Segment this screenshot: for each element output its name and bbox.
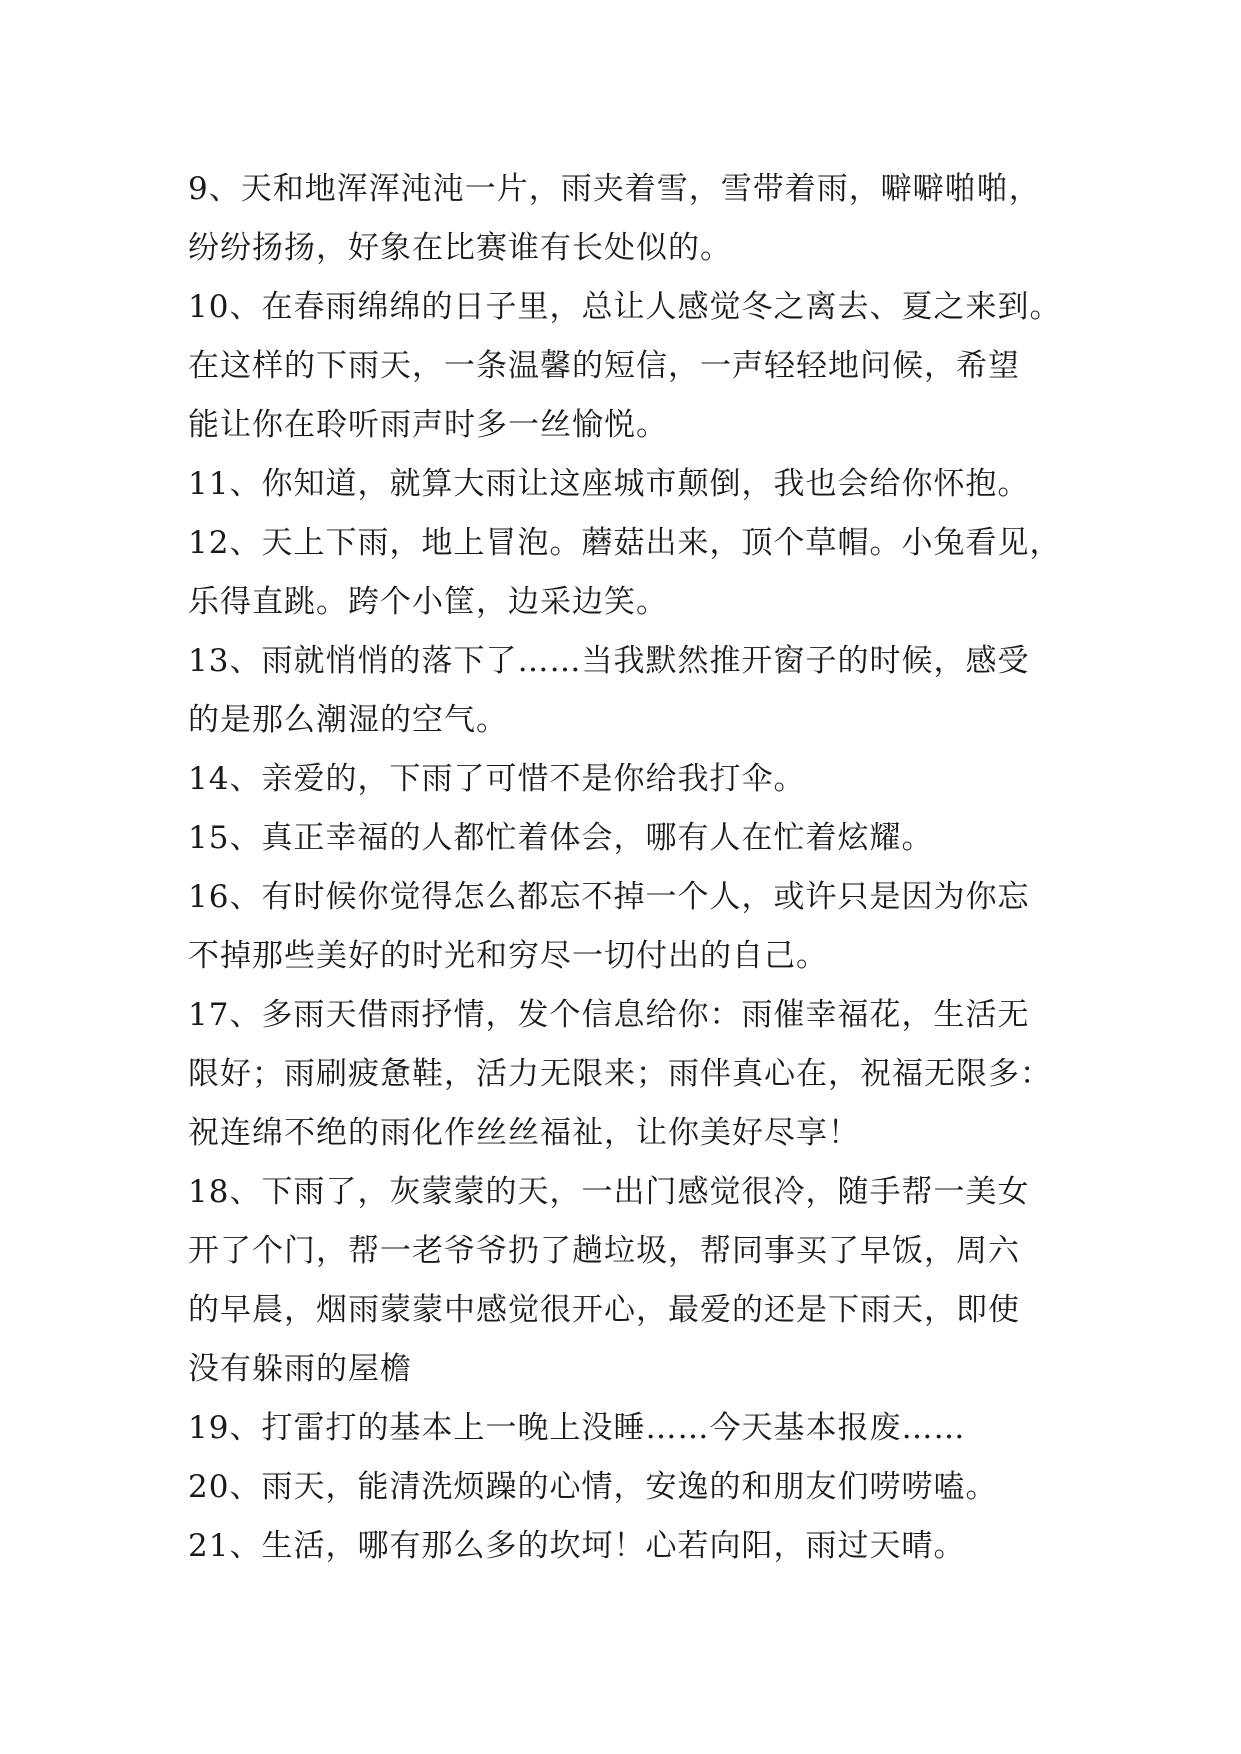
text-line: 15、真正幸福的人都忙着体会，哪有人在忙着炫耀。 — [188, 820, 934, 856]
text-line: 在这样的下雨天，一条温馨的短信，一声轻轻地问候，希望 — [188, 348, 1020, 384]
text-line: 14、亲爱的，下雨了可惜不是你给我打伞。 — [188, 761, 806, 797]
text-line: 开了个门，帮一老爷爷扔了趟垃圾，帮同事买了早饭，周六 — [188, 1233, 1020, 1269]
text-line: 不掉那些美好的时光和穷尽一切付出的自己。 — [188, 938, 828, 974]
text-line: 能让你在聆听雨声时多一丝愉悦。 — [188, 407, 668, 443]
text-line: 限好；雨刷疲惫鞋，活力无限来；雨伴真心在，祝福无限多： — [188, 1056, 1052, 1092]
document-body — [188, 160, 1088, 1576]
text-line: 20、雨天，能清洗烦躁的心情，安逸的和朋友们唠唠嗑。 — [188, 1469, 998, 1505]
text-line: 16、有时候你觉得怎么都忘不掉一个人，或许只是因为你忘 — [188, 879, 1030, 915]
text-line: 10、在春雨绵绵的日子里，总让人感觉冬之离去、夏之来到。 — [188, 289, 1062, 325]
text-line: 17、多雨天借雨抒情，发个信息给你：雨催幸福花，生活无 — [188, 997, 1030, 1033]
text-line: 19、打雷打的基本上一晚上没睡……今天基本报废…… — [188, 1410, 966, 1446]
text-line: 的早晨，烟雨蒙蒙中感觉很开心，最爱的还是下雨天，即使 — [188, 1292, 1020, 1328]
text-line: 的是那么潮湿的空气。 — [188, 702, 508, 738]
text-line: 13、雨就悄悄的落下了……当我默然推开窗子的时候，感受 — [188, 643, 1030, 679]
text-line: 18、下雨了，灰蒙蒙的天，一出门感觉很冷，随手帮一美女 — [188, 1174, 1030, 1210]
text-line: 乐得直跳。跨个小筐，边采边笑。 — [188, 584, 668, 620]
text-line: 祝连绵不绝的雨化作丝丝福祉，让你美好尽享！ — [188, 1115, 860, 1151]
text-line: 12、天上下雨，地上冒泡。蘑菇出来，顶个草帽。小兔看见， — [188, 525, 1062, 561]
text-line: 纷纷扬扬，好象在比赛谁有长处似的。 — [188, 230, 732, 266]
text-line: 21、生活，哪有那么多的坎坷！心若向阳，雨过天晴。 — [188, 1528, 966, 1564]
text-line: 11、你知道，就算大雨让这座城市颠倒，我也会给你怀抱。 — [188, 466, 1030, 502]
text-line: 没有躲雨的屋檐 — [188, 1351, 412, 1387]
text-line: 9、天和地浑浑沌沌一片，雨夹着雪，雪带着雨，噼噼啪啪， — [188, 171, 1041, 207]
